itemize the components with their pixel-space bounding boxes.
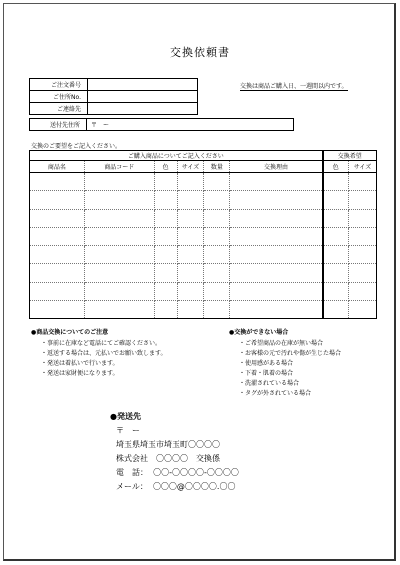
cell-quantity[interactable] xyxy=(204,173,230,191)
cell-color[interactable] xyxy=(154,301,177,319)
cell-product-name[interactable] xyxy=(30,227,85,245)
contact-field[interactable] xyxy=(88,103,198,115)
cell-exchange-size[interactable] xyxy=(349,246,377,264)
no-exchange-conditions xyxy=(229,328,341,399)
page-title: 交換依頼書 xyxy=(170,46,230,59)
exchange-notes xyxy=(31,328,167,379)
cell-exchange-color[interactable] xyxy=(323,191,349,209)
purchase-group-header: ご購入商品についてご記入ください xyxy=(30,151,323,161)
cell-exchange-color[interactable] xyxy=(323,209,349,227)
cell-quantity[interactable] xyxy=(204,282,230,300)
cell-exchange-size[interactable] xyxy=(349,209,377,227)
cell-size[interactable] xyxy=(177,246,204,264)
cell-size[interactable] xyxy=(177,227,204,245)
col-header-exchange-color: 色 xyxy=(323,161,349,173)
cell-color[interactable] xyxy=(154,246,177,264)
cell-exchange-size[interactable] xyxy=(349,173,377,191)
shipping-heading: ●発送先 xyxy=(110,412,141,421)
table-row xyxy=(30,301,377,319)
cell-product-name[interactable] xyxy=(30,264,85,282)
cell-size[interactable] xyxy=(177,301,204,319)
cell-quantity[interactable] xyxy=(204,264,230,282)
cell-reason[interactable] xyxy=(230,264,323,282)
cell-exchange-size[interactable] xyxy=(349,301,377,319)
col-header-size: サイズ xyxy=(177,161,204,173)
no-exchange-item: ・洗濯されている場合 xyxy=(239,380,300,387)
cell-product-name[interactable] xyxy=(30,246,85,264)
table-row xyxy=(30,264,377,282)
cell-exchange-color[interactable] xyxy=(323,264,349,282)
cell-exchange-size[interactable] xyxy=(349,191,377,209)
col-header-quantity: 数量 xyxy=(204,161,230,173)
cell-reason[interactable] xyxy=(230,301,323,319)
col-header-color: 色 xyxy=(154,161,177,173)
exchange-note-item: ・返送する場合は、元払いでお願い致します。 xyxy=(41,350,167,357)
cell-product-code[interactable] xyxy=(84,209,154,227)
address-label: 送付先住所 xyxy=(30,119,87,130)
shipping-phone-line xyxy=(116,466,239,480)
cell-quantity[interactable] xyxy=(204,191,230,209)
cell-quantity[interactable] xyxy=(204,227,230,245)
cell-exchange-size[interactable] xyxy=(349,264,377,282)
cell-product-name[interactable] xyxy=(30,173,85,191)
customer-number-label: ご住所No. xyxy=(30,91,88,103)
no-exchange-heading: ●交換ができない場合 xyxy=(229,329,289,336)
cell-exchange-color[interactable] xyxy=(323,173,349,191)
cell-color[interactable] xyxy=(154,264,177,282)
no-exchange-item: ・ご希望商品の在庫が無い場合 xyxy=(239,340,324,347)
exchange-note-item: ・事前に在庫など電話にてご確認ください。 xyxy=(41,340,162,347)
no-exchange-item: ・お客様の元で汚れや傷が生じた場合 xyxy=(239,350,342,357)
exchange-group-header: 交換希望 xyxy=(323,151,377,161)
exchange-items-table xyxy=(29,150,377,319)
cell-size[interactable] xyxy=(177,209,204,227)
order-number-label: ご注文番号 xyxy=(30,79,88,91)
cell-color[interactable] xyxy=(154,227,177,245)
cell-reason[interactable] xyxy=(230,191,323,209)
cell-color[interactable] xyxy=(154,282,177,300)
cell-exchange-color[interactable] xyxy=(323,301,349,319)
cell-size[interactable] xyxy=(177,264,204,282)
col-header-product-name: 商品名 xyxy=(30,161,85,173)
cell-product-code[interactable] xyxy=(84,246,154,264)
cell-product-name[interactable] xyxy=(30,301,85,319)
cell-reason[interactable] xyxy=(230,282,323,300)
address-row xyxy=(29,118,294,131)
email-address: 〇〇〇@〇〇〇〇.〇〇 xyxy=(152,482,236,491)
cell-product-code[interactable] xyxy=(84,227,154,245)
cell-exchange-size[interactable] xyxy=(349,227,377,245)
cell-color[interactable] xyxy=(154,191,177,209)
cell-reason[interactable] xyxy=(230,209,323,227)
shipping-company: 株式会社 〇〇〇〇 交換係 xyxy=(116,454,220,463)
address-field[interactable]: 〒 ー xyxy=(91,122,110,129)
col-header-exchange-size: サイズ xyxy=(349,161,377,173)
cell-reason[interactable] xyxy=(230,227,323,245)
cell-product-name[interactable] xyxy=(30,191,85,209)
cell-exchange-size[interactable] xyxy=(349,282,377,300)
table-row xyxy=(30,246,377,264)
cell-product-code[interactable] xyxy=(84,264,154,282)
cell-product-name[interactable] xyxy=(30,282,85,300)
instruction-text: 交換のご要望をご記入ください。 xyxy=(31,143,122,150)
shipping-email-line xyxy=(116,480,239,494)
cell-quantity[interactable] xyxy=(204,301,230,319)
col-header-reason: 交換理由 xyxy=(230,161,323,173)
cell-exchange-color[interactable] xyxy=(323,246,349,264)
no-exchange-item: ・下着・肌着の場合 xyxy=(239,370,294,377)
cell-product-code[interactable] xyxy=(84,301,154,319)
cell-quantity[interactable] xyxy=(204,209,230,227)
no-exchange-item: ・使用感がある場合 xyxy=(239,360,294,367)
cell-product-name[interactable] xyxy=(30,209,85,227)
cell-color[interactable] xyxy=(154,173,177,191)
table-row xyxy=(30,209,377,227)
contact-label: ご連絡先 xyxy=(30,103,88,115)
cell-size[interactable] xyxy=(177,173,204,191)
cell-product-code[interactable] xyxy=(84,191,154,209)
table-row xyxy=(30,173,377,191)
shipping-address: 埼玉県埼玉市埼玉町〇〇〇〇 xyxy=(116,440,220,449)
exchange-deadline-notice: 交換は商品ご購入日、一週間以内です。 xyxy=(240,83,348,90)
cell-quantity[interactable] xyxy=(204,246,230,264)
cell-reason[interactable] xyxy=(230,246,323,264)
cell-size[interactable] xyxy=(177,191,204,209)
col-header-product-code: 商品コード xyxy=(84,161,154,173)
shipping-postal: 〒 ー xyxy=(116,426,140,435)
exchange-note-item: ・発送は家財便になります。 xyxy=(41,370,119,377)
order-number-field[interactable] xyxy=(88,79,198,91)
table-row xyxy=(30,191,377,209)
exchange-notes-heading: ●商品交換についてのご注意 xyxy=(31,329,109,336)
customer-number-field[interactable] xyxy=(88,91,198,103)
phone-label: 電 話： xyxy=(116,468,148,477)
phone-number: 〇〇-〇〇〇〇-〇〇〇〇 xyxy=(153,468,239,477)
cell-size[interactable] xyxy=(177,282,204,300)
cell-exchange-color[interactable] xyxy=(323,227,349,245)
cell-product-code[interactable] xyxy=(84,173,154,191)
cell-exchange-color[interactable] xyxy=(323,282,349,300)
no-exchange-item: ・タグが外されている場合 xyxy=(239,390,312,397)
table-row xyxy=(30,227,377,245)
exchange-note-item: ・発送は着払いで行います。 xyxy=(41,360,119,367)
shipping-destination xyxy=(110,410,239,494)
email-label: メール： xyxy=(116,482,148,491)
table-row xyxy=(30,282,377,300)
cell-product-code[interactable] xyxy=(84,282,154,300)
cell-reason[interactable] xyxy=(230,173,323,191)
cell-color[interactable] xyxy=(154,209,177,227)
customer-info-table xyxy=(29,78,198,115)
